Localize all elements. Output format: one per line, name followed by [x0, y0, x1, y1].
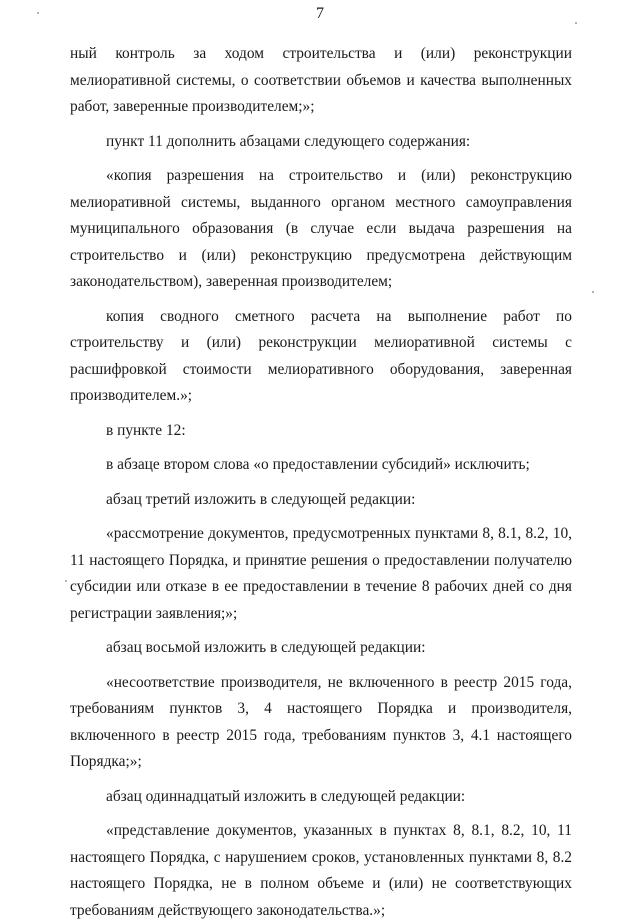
paragraph-5: в пункте 12: — [106, 421, 186, 439]
paragraph-4: копия сводного сметного расчета на выполнение работ по строительству и (или) реконструкции мелиоративной системы с расшифровкой стоимости мелиоративного оборудования, заверенная производителем.»; — [70, 307, 572, 404]
document-body — [70, 41, 572, 924]
paragraph-10: «несоответствие производителя, не включенного в реестр 2015 года, требованиям пунктов 3, 4 настоящего Порядка и производителя, включенного в реестр 2015 года, требованиям пунктов 3, 4.1 настоящего Порядка;»; — [70, 673, 572, 770]
scan-speck — [575, 22, 577, 24]
paragraph-6: в абзаце втором слова «о предоставлении субсидий» исключить; — [106, 456, 530, 473]
scan-speck — [37, 12, 39, 14]
paragraph-8: «рассмотрение документов, предусмотренных пунктами 8, 8.1, 8.2, 10, 11 настоящего Порядка, и принятие решения о предоставлении получателю субсидии или отказе в ее предоставлении в течение 8 рабочих дней со дня регистрации заявления;»; — [70, 525, 572, 622]
paragraph-3: «копия разрешения на строительство и (или) реконструкцию мелиоративной системы, выданного органом местного самоуправления муниципального образования (в случае если выдача разрешения на строительство и (или) реконструкцию предусмотрена действующим законодательством), заверенная производителем; — [70, 167, 572, 290]
paragraph-9: абзац восьмой изложить в следующей редакции: — [106, 639, 426, 656]
scan-speck — [592, 291, 594, 293]
paragraph-7: абзац третий изложить в следующей редакции: — [106, 490, 416, 508]
paragraph-12: «представление документов, указанных в пунктах 8, 8.1, 8.2, 10, 11 настоящего Порядка, с нарушением сроков, установленных пунктами 8, 8.2 настоящего Порядка, не в полном объеме и (или) не соответствующих требованиям действующего законодательства.»; — [70, 822, 572, 919]
scan-speck — [65, 580, 67, 582]
paragraph-1: ный контроль за ходом строительства и (или) реконструкции мелиоративной системы, о соответствии объемов и качества выполненных работ, заверенные производителем;»; — [70, 45, 572, 115]
page-number: 7 — [316, 5, 324, 22]
paragraph-11: абзац одиннадцатый изложить в следующей редакции: — [106, 787, 466, 805]
paragraph-2: пункт 11 дополнить абзацами следующего содержания: — [106, 132, 471, 150]
